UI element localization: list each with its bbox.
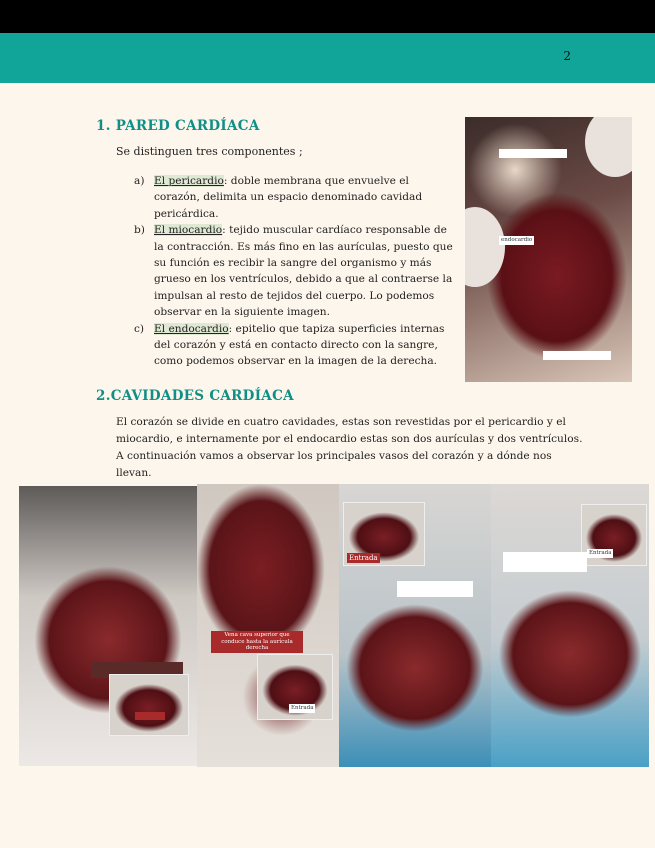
- section-intro: Se distinguen tres componentes ;: [116, 145, 303, 158]
- photo-label: [499, 149, 567, 158]
- photo-label: [543, 351, 611, 360]
- section2-paragraph: [116, 414, 586, 482]
- heart-photo-3: [339, 484, 491, 767]
- list-marker: c): [134, 322, 145, 335]
- term-highlight: El pericardio: [154, 175, 224, 187]
- term-highlight: El miocardio: [154, 224, 223, 237]
- photo-label-endocardio: endocardio: [501, 237, 533, 243]
- glove-shape: [585, 117, 632, 177]
- list-item-text: : tejido muscular cardíaco responsable de la contracción. Es más fino en las aurículas, puesto que su función es recibir la sangre del organismo y más grueso en los ventrículos, debido a que al contraerse la impulsan al resto de tejidos del cuerpo. Lo podemos observar en la siguiente imagen.: [154, 224, 453, 319]
- section-title-pared-cardiaca: 1. PARED CARDÍACA: [96, 118, 260, 134]
- photo-label: [397, 581, 473, 597]
- list-marker: a): [134, 175, 145, 187]
- list-item-text: : doble membrana que envuelve el corazón, delimita un espacio denominado cavidad pericárdica.: [154, 175, 423, 220]
- term-highlight: El endocardio: [154, 322, 229, 335]
- heart-photo-endocardio: [465, 117, 632, 382]
- heart-photo-4: [491, 484, 649, 767]
- paragraph-line: El corazón se divide en cuatro cavidades, estas son revestidas por el pericardio y el: [116, 416, 566, 428]
- paragraph-line: A continuación vamos a observar los principales vasos del corazón y a dónde nos llevan.: [116, 450, 552, 479]
- photo-label-entrada: Entrada: [291, 705, 314, 711]
- section-title-cavidades: 2.CAVIDADES CARDÍACA: [96, 388, 294, 404]
- list-item: [134, 173, 456, 222]
- top-black-bar: [0, 0, 655, 33]
- photo-label: [135, 712, 165, 720]
- paragraph-line: miocardio, e internamente por el endocardio estas son dos aurículas y dos ventrículos.: [116, 433, 583, 445]
- heart-photo-strip: [19, 484, 649, 767]
- heart-photo-2: [197, 484, 339, 767]
- components-list: [134, 173, 456, 370]
- list-item-text: : epitelio que tapiza superficies internas del corazón y está en contacto directo con la sangre, como podemos observar en la imagen de la derecha.: [154, 322, 445, 368]
- page-number: 2: [563, 49, 571, 63]
- photo-label: [503, 552, 587, 572]
- header-band: [0, 33, 655, 83]
- photo-label-entrada: Entrada: [589, 550, 612, 556]
- list-marker: b): [134, 224, 145, 237]
- photo-inset: [109, 674, 189, 736]
- glove-shape: [465, 207, 505, 287]
- list-item: [134, 222, 456, 320]
- photo-label-vena-cava: Vena cava superior que conduce hasta la aurícula derecha: [211, 631, 303, 653]
- list-item: [134, 321, 456, 370]
- photo-label-entrada: Entrada: [349, 554, 378, 562]
- heart-photo-1: [19, 486, 197, 766]
